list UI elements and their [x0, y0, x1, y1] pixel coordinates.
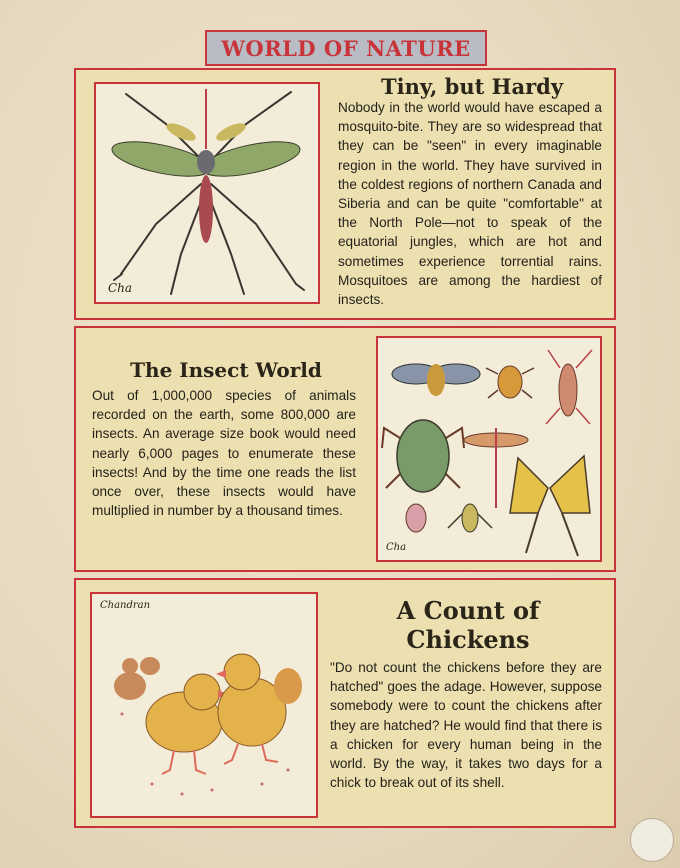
chicks-illustration: [90, 592, 318, 818]
article-title: The Insect World: [130, 358, 322, 382]
artist-signature: Chandran: [100, 600, 151, 611]
article-title: Tiny, but Hardy: [380, 74, 564, 99]
article-body: Out of 1,000,000 species of animals recorded on the earth, some 800,000 are insects. An average size book would need nearly 6,000 pages to enumerate these insects! And by the time one reads the list once over, these insects would have multiplied in number by a thousand times.: [92, 388, 356, 519]
masthead-banner: [205, 30, 487, 66]
article-title-line-1: A Count of: [396, 596, 540, 625]
article-title-line-2: Chickens: [406, 625, 530, 654]
masthead-title: WORLD OF NATURE: [221, 35, 471, 61]
insects-illustration: [376, 336, 602, 562]
article-body: Nobody in the world would have escaped a mosquito-bite. They are so widespread that they can be "seen" in every imaginable region in the world. They have survived in the coldest regions of northern Canada and Siberia and can be quite "comfortable" at the North Pole—not to speak of the equatorial jungles, which are hot and sometimes experience torrential rains. Mosquitoes are among the hardiest of insects.: [338, 100, 602, 308]
artist-signature: Cha: [386, 542, 407, 553]
article-insect-world: [74, 326, 616, 572]
article-body: "Do not count the chickens before they are hatched" goes the adage. However, suppose somebody were to count the chickens after they are hatched? He would find that there is a chicken for every human being in the world. By the way, it takes two days for a chick to break out of its shell.: [330, 660, 602, 791]
article-tiny-but-hardy: [74, 68, 616, 320]
mosquito-illustration: [94, 82, 320, 304]
publisher-logo-icon: [630, 818, 674, 862]
article-count-of-chickens: [74, 578, 616, 828]
artist-signature: Cha: [108, 281, 133, 295]
article-title: [334, 596, 602, 654]
